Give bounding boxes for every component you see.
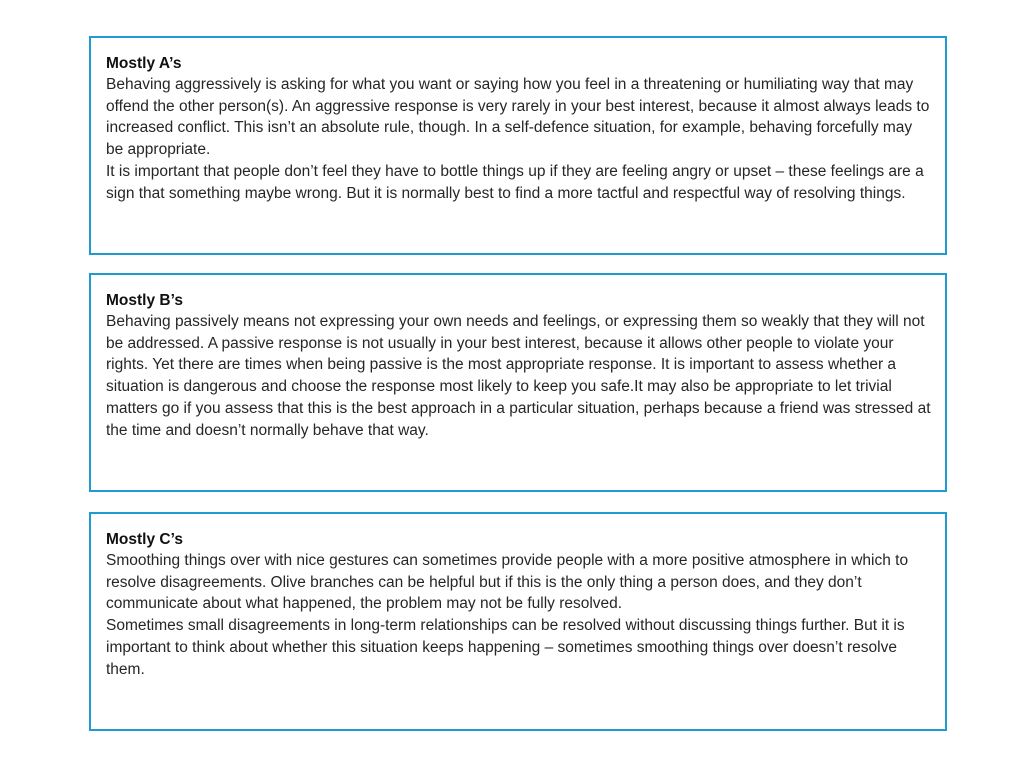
result-box-mostly-c (89, 512, 947, 731)
result-paragraph: It is important that people don’t feel they have to bottle things up if they are feeling angry or upset – these feelings are a sign that something maybe wrong. But it is normally best to find a more tactful and respectful way of resolving things. (106, 162, 924, 202)
result-paragraph: Sometimes small disagreements in long-term relationships can be resolved without discussing things further. But it is important to think about whether this situation keeps happening – sometimes smoothing things over doesn’t resolve them. (106, 617, 905, 678)
result-paragraph: Smoothing things over with nice gestures can sometimes provide people with a more positive atmosphere in which to resolve disagreements. Olive branches can be helpful but if this is the only thing a person does, and they don’t communicate about what happened, the problem may not be fully resolved. (106, 552, 909, 613)
result-title: Mostly B’s (106, 292, 183, 309)
result-title: Mostly C’s (106, 531, 183, 548)
result-title: Mostly A’s (106, 55, 182, 72)
result-box-mostly-b (89, 273, 947, 492)
result-box-mostly-a (89, 36, 947, 255)
result-paragraph: Behaving aggressively is asking for what you want or saying how you feel in a threatening or humiliating way that may offend the other person(s). An aggressive response is very rarely in your best interest, because it almost always leads to increased conflict. This isn’t an absolute rule, though. In a self-defence situation, for example, behaving forcefully may be appropriate. (106, 76, 930, 159)
result-paragraph: Behaving passively means not expressing your own needs and feelings, or expressing them so weakly that they will not be addressed. A passive response is not usually in your best interest, because it allows other people to violate your rights. Yet there are times when being passive is the most appropriate response. It is important to assess whether a situation is dangerous and choose the response most likely to keep you safe.It may also be appropriate to let trivial matters go if you assess that this is the best approach in a particular situation, perhaps because a friend was stressed at the time and doesn’t normally behave that way. (106, 313, 931, 439)
